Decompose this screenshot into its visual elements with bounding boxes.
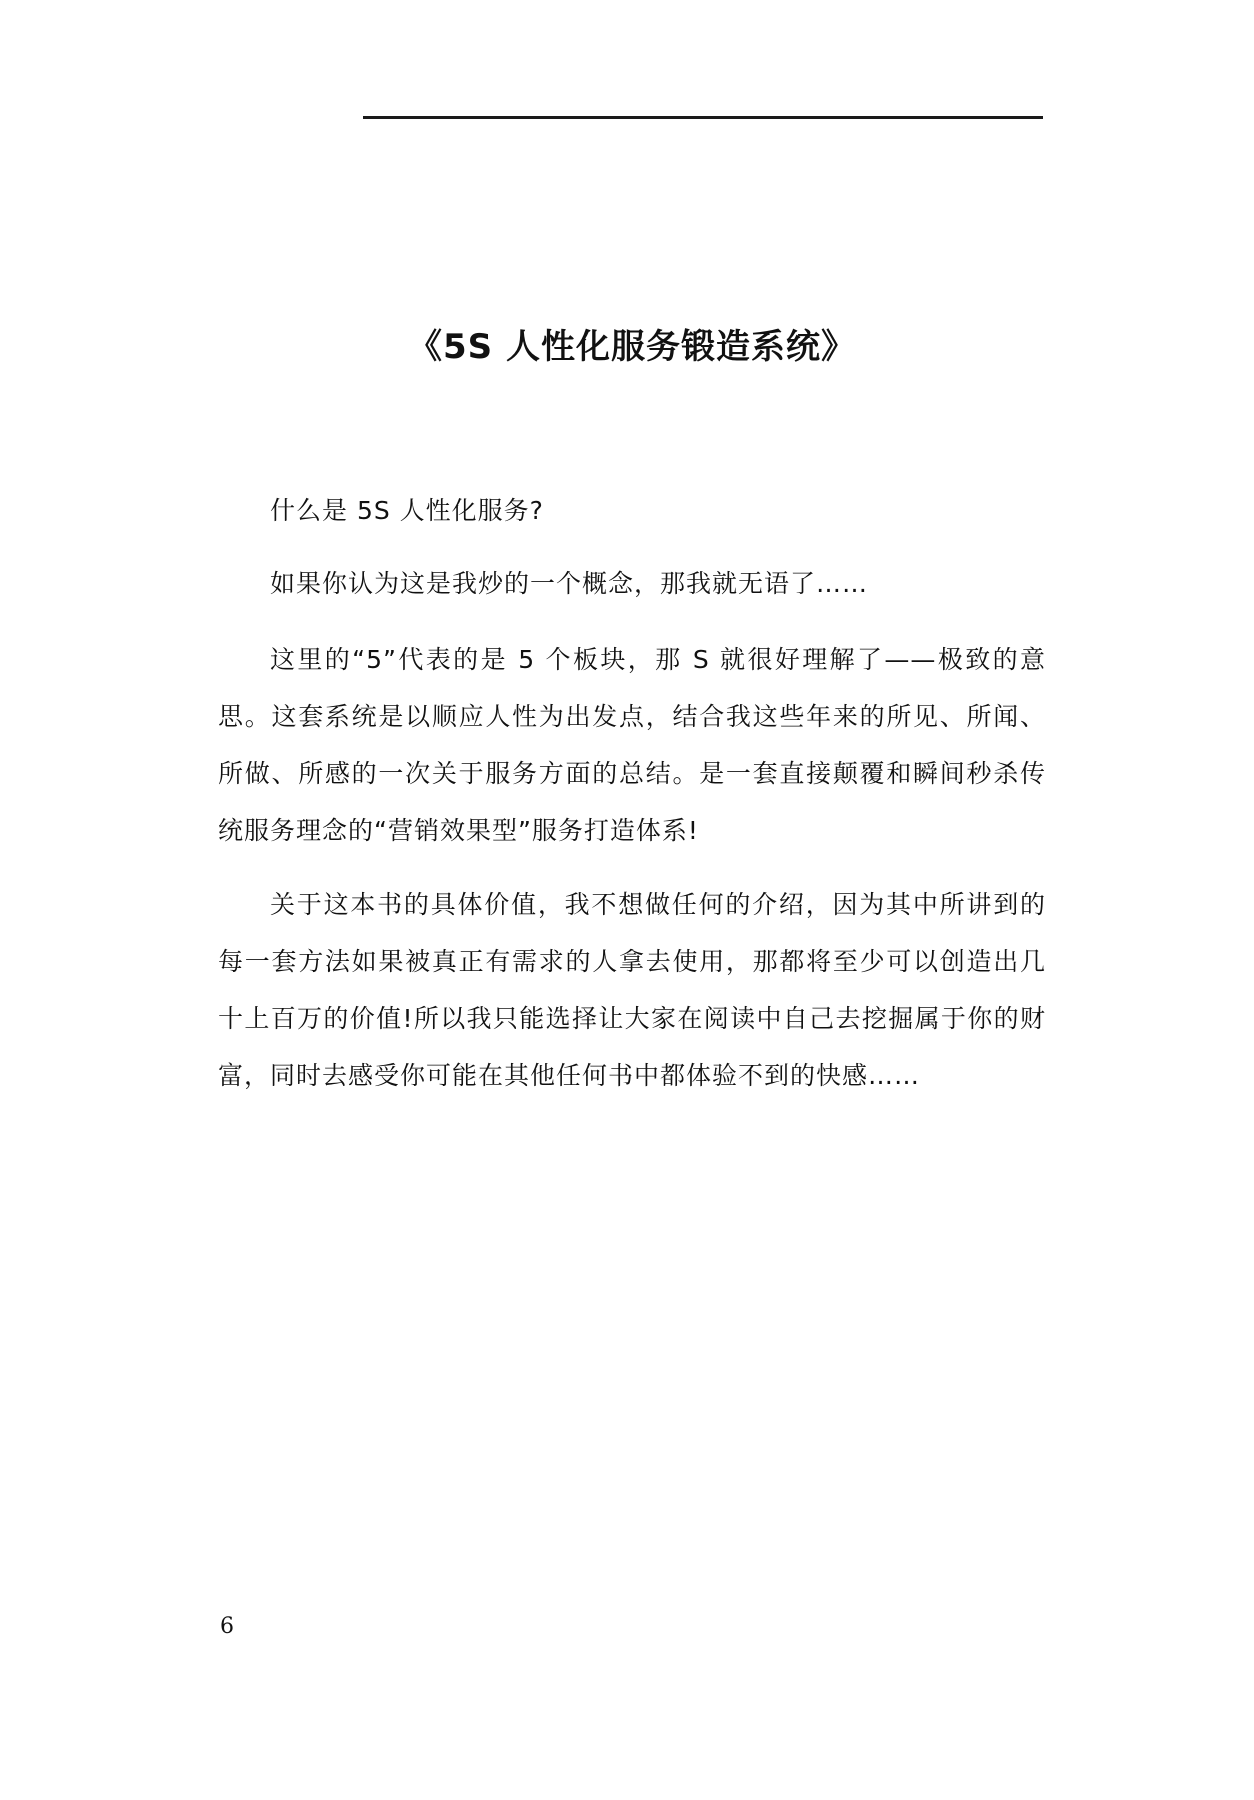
paragraph-question: 什么是 5S 人性化服务? [270,496,544,525]
header-rule [363,116,1043,119]
page-number: 6 [220,1614,234,1639]
paragraph-concept: 如果你认为这是我炒的一个概念，那我就无语了…… [270,569,869,598]
paragraph-definition: 这里的“5”代表的是 5 个板块，那 S 就很好理解了——极致的意思。这套系统是以顺应人性为出发点，结合我这些年来的所见、所闻、所做、所感的一次关于服务方面的总结。是一套直接颠覆和瞬间秒杀传统服务理念的“营销效果型”服务打造体系! [218,645,1046,845]
book-title: 《5S 人性化服务锻造系统》 [408,327,856,367]
paragraph-value: 关于这本书的具体价值，我不想做任何的介绍，因为其中所讲到的每一套方法如果被真正有需求的人拿去使用，那都将至少可以创造出几十上百万的价值!所以我只能选择让大家在阅读中自己去挖掘属于你的财富，同时去感受你可能在其他任何书中都体验不到的快感…… [218,890,1046,1090]
